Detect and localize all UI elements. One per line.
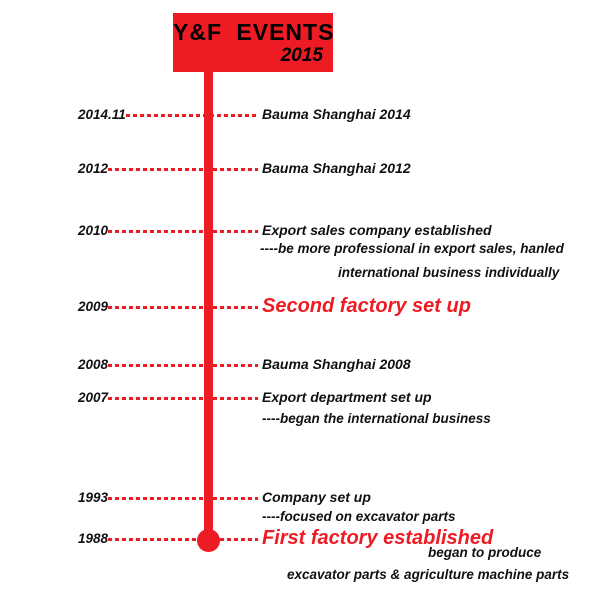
dash-connector — [108, 397, 258, 400]
event-detail: began to produce — [428, 545, 542, 560]
year-label: 2014.11 — [78, 106, 126, 122]
timeline-row-2007 — [78, 388, 258, 406]
dash-connector — [108, 364, 258, 367]
event-detail: ----focused on excavator parts — [262, 509, 456, 524]
timeline-row-2012 — [78, 159, 258, 177]
dash-connector — [126, 114, 258, 117]
header-box — [173, 13, 333, 72]
dash-connector — [108, 306, 258, 309]
event-title-highlight: Second factory set up — [262, 295, 471, 317]
event-detail: excavator parts & agriculture machine parts — [287, 567, 570, 582]
dash-connector — [108, 497, 258, 500]
year-label: 2008 — [78, 356, 109, 372]
timeline-end-dot — [197, 529, 220, 552]
event-detail: ----began the international business — [262, 411, 491, 426]
event-title: Bauma Shanghai 2012 — [262, 160, 411, 176]
timeline-row-2010 — [78, 221, 258, 239]
dash-connector — [108, 538, 258, 541]
timeline-row-2009 — [78, 297, 258, 315]
dash-connector — [108, 168, 258, 171]
event-title: Export sales company established — [262, 222, 492, 238]
year-label: 2010 — [78, 222, 109, 238]
timeline-row-2008 — [78, 355, 258, 373]
year-label: 2009 — [78, 298, 109, 314]
year-label: 1988 — [78, 530, 109, 546]
event-title: Bauma Shanghai 2008 — [262, 356, 411, 372]
page-title: Y&F EVENTS — [173, 19, 335, 45]
timeline-axis — [204, 70, 213, 541]
timeline-row-1988 — [78, 529, 258, 547]
header-year: 2015 — [280, 45, 323, 66]
event-title-highlight: First factory established — [262, 527, 494, 549]
event-detail: ----be more professional in export sales, hanled — [260, 241, 564, 256]
event-title: Export department set up — [262, 389, 432, 405]
event-title: Bauma Shanghai 2014 — [262, 106, 411, 122]
year-label: 2007 — [78, 389, 109, 405]
year-label: 1993 — [78, 489, 109, 505]
event-detail: international business individually — [338, 265, 560, 280]
dash-connector — [108, 230, 258, 233]
event-title: Company set up — [262, 489, 371, 505]
year-label: 2012 — [78, 160, 109, 176]
timeline-row-1993 — [78, 488, 258, 506]
timeline-row-2014 — [78, 105, 258, 123]
